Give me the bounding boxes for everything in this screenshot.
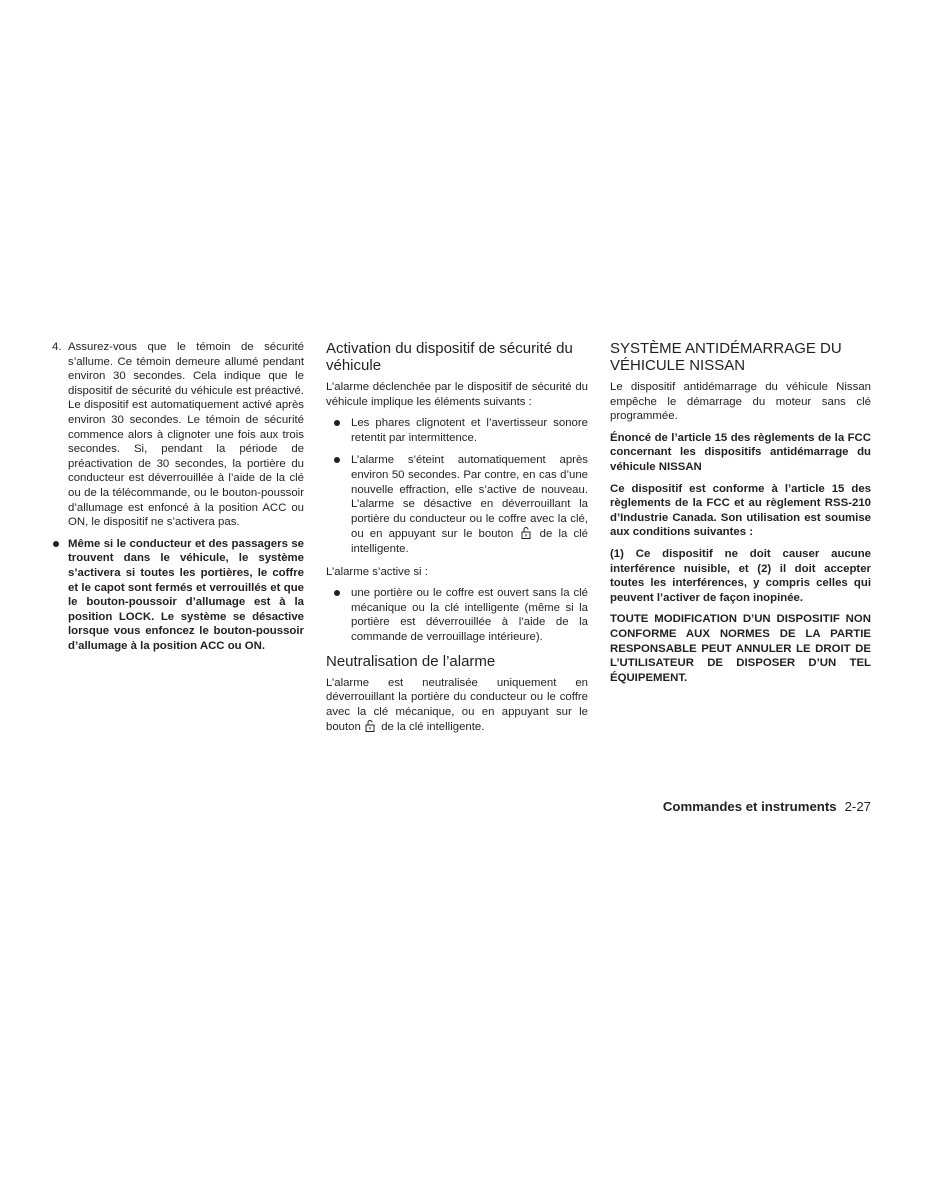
bullet-dot — [334, 590, 340, 596]
neutralisation-text-start: L’alarme est neutralisée uniquement en déverrouillant la portière du conducteur ou le coffre avec la clé mécanique, ou en appuyant sur le bouton — [326, 676, 588, 734]
activation-intro: L’alarme déclenchée par le dispositif de sécurité du véhicule implique les éléments suivants : — [326, 381, 588, 408]
list-item — [326, 453, 588, 556]
left-column — [52, 340, 304, 661]
list-item-text-end: de la clé intelligente. — [351, 528, 589, 555]
item-number: 4. — [52, 341, 62, 353]
middle-column — [326, 340, 588, 735]
list-item — [326, 586, 588, 644]
bullet-dot — [53, 541, 59, 547]
neutralisation-text-end: de la clé intelligente. — [381, 721, 485, 734]
section-heading-neutralisation: Neutralisation de l’alarme — [326, 652, 496, 670]
list-item-text: L’alarme s’éteint automatiquement après environ 50 secondes. Par contre, en cas d’une nouvelle effraction, elle s’active de nouveau. L’alarme se désactive en déverrouillant la portière du conducteur ou le coffre avec la clé, ou en appuyant sur le bouton — [351, 454, 588, 541]
fcc-statement-title: Énoncé de l’article 15 des règlements de la FCC concernant les dispositifs antidémarrage du véhicule NISSAN — [610, 431, 871, 473]
immobilizer-intro: Le dispositif antidémarrage du véhicule Nissan empêche le démarrage du moteur sans clé programmée. — [610, 381, 871, 423]
page-number: 2-27 — [844, 799, 871, 814]
unlock-key-icon — [364, 719, 378, 732]
right-column — [610, 340, 871, 685]
bullet-dot — [334, 420, 340, 426]
alarm-active-label: L’alarme s’active si : — [326, 565, 428, 578]
modification-warning: TOUTE MODIFICATION D’UN DISPOSITIF NON CONFORME AUX NORMES DE LA PARTIE RESPONSABLE PEUT ANNULER LE DROIT DE L’UTILISATEUR DE DISPOSER D’UN TEL ÉQUIPEMENT. — [610, 613, 871, 684]
section-heading-activation: Activation du dispositif de sécurité du véhicule — [326, 340, 573, 374]
numbered-item-4 — [52, 340, 304, 530]
bold-bullet-text: Même si le conducteur et des passagers se trouvent dans le véhicule, le système s’activera si toutes les portières, le coffre et le capot sont fermés et verrouillés et que le bouton-poussoir d’allumage est à la position LOCK. Le système se désactive lorsque vous enfoncez le bouton-poussoir d’allumage à la position ACC ou ON. — [68, 537, 304, 652]
list-item-text: Les phares clignotent et l’avertisseur sonore retentit par intermittence. — [351, 417, 588, 444]
fcc-conditions-text: (1) Ce dispositif ne doit causer aucune interférence nuisible, et (2) il doit accepter toutes les interférences, y compris celles qui peuvent l’activer de façon inopinée. — [610, 547, 871, 604]
bold-bullet-item — [52, 537, 304, 654]
list-item-text: une portière ou le coffre est ouvert sans la clé mécanique ou la clé intelligente (même si la portière est déverrouillée à l’aide de la commande de verrouillage intérieure). — [351, 587, 588, 643]
section-heading-immobilizer: SYSTÈME ANTIDÉMARRAGE DU VÉHICULE NISSAN — [610, 340, 842, 374]
list-item — [326, 416, 588, 445]
unlock-key-icon — [520, 526, 534, 539]
footer-section-title: Commandes et instruments — [662, 799, 837, 814]
item-4-text: Assurez-vous que le témoin de sécurité s’allume. Ce témoin demeure allumé pendant environ 30 secondes. Cela indique que le dispositif de sécurité du véhicule est préactivé. Le dispositif est automatiquement activé après environ 30 secondes. Le témoin de sécurité commence alors à clignoter une fois aux trois secondes. Si, pendant la période de préactivation de 30 secondes, la portière du conducteur est déverrouillée à l’aide de la clé ou de la télécommande, ou le bouton-poussoir d’allumage est enfoncé à la position ACC ou ON, le dispositif ne s’activera pas. — [68, 341, 304, 529]
fcc-compliance-text: Ce dispositif est conforme à l’article 15 des règlements de la FCC et au règlement RSS-210 d’Industrie Canada. Son utilisation est soumise aux conditions suivantes : — [610, 482, 871, 539]
page-footer — [600, 799, 871, 814]
bullet-dot — [334, 457, 340, 463]
neutralisation-text — [326, 676, 588, 735]
